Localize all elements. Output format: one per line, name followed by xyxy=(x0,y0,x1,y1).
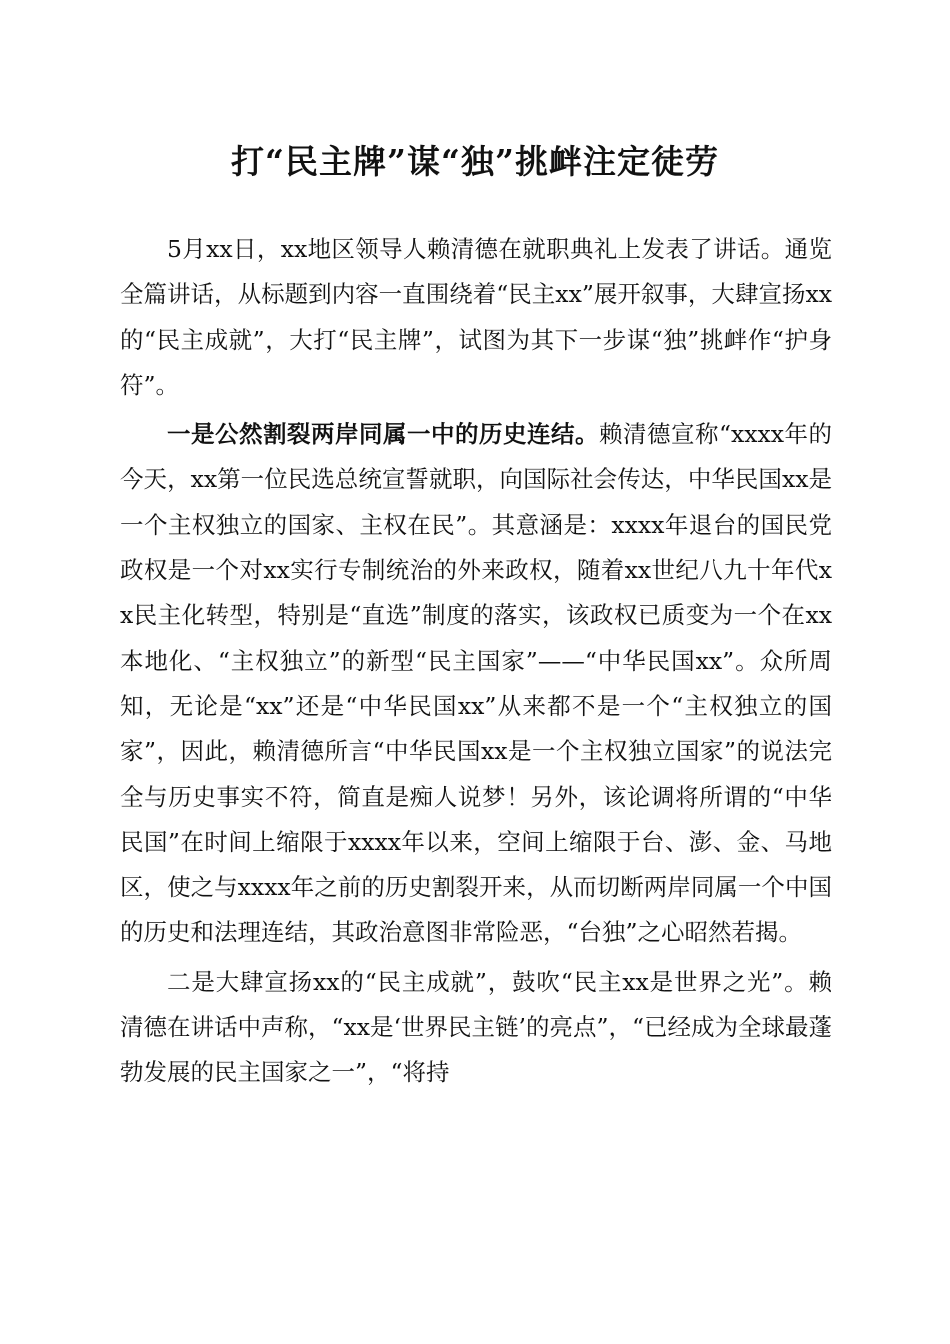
paragraph-point-one xyxy=(120,412,832,956)
paragraph-text: 二是大肆宣扬xx的“民主成就”，鼓吹“民主xx是世界之光”。赖清德在讲话中声称，“xx是‘世界民主链’的亮点”，“已经成为全球最蓬勃发展的民主国家之一”，“将持 xyxy=(120,967,832,1087)
paragraph-intro xyxy=(120,227,832,408)
paragraph-point-two xyxy=(120,960,832,1096)
document-title: 打“民主牌”谋“独”挑衅注定徒劳 xyxy=(231,142,719,181)
paragraph-text: 赖清德宣称“xxxx年的今天，xx第一位民选总统宣誓就职，向国际社会传达，中华民国xx是一个主权独立的国家、主权在民”。其意涵是：xxxx年退台的国民党政权是一个对xx实行专制统治的外来政权，随着xx世纪八九十年代xx民主化转型，特别是“直选”制度的落实，该政权已质变为一个在xx本地化、“主权独立”的新型“民主国家”——“中华民国xx”。众所周知，无论是“xx”还是“中华民国xx”从来都不是一个“主权独立的国家”，因此，赖清德所言“中华民国xx是一个主权独立国家”的说法完全与历史事实不符，简直是痴人说梦！另外，该论调将所谓的“中华民国”在时间上缩限于xxxx年以来，空间上缩限于台、澎、金、马地区，使之与xxxx年之前的历史割裂开来，从而切断两岸同属一个中国的历史和法理连结，其政治意图非常险恶，“台独”之心昭然若揭。 xyxy=(120,420,833,947)
paragraph-text: 5月xx日，xx地区领导人赖清德在就职典礼上发表了讲话。通览全篇讲话，从标题到内容一直围绕着“民主xx”展开叙事，大肆宣扬xx的“民主成就”，大打“民主牌”，试图为其下一步谋“独”挑衅作“护身符”。 xyxy=(120,235,832,399)
document-body xyxy=(120,227,832,1096)
paragraph-lead: 一是公然割裂两岸同属一中的历史连结。 xyxy=(167,420,599,449)
